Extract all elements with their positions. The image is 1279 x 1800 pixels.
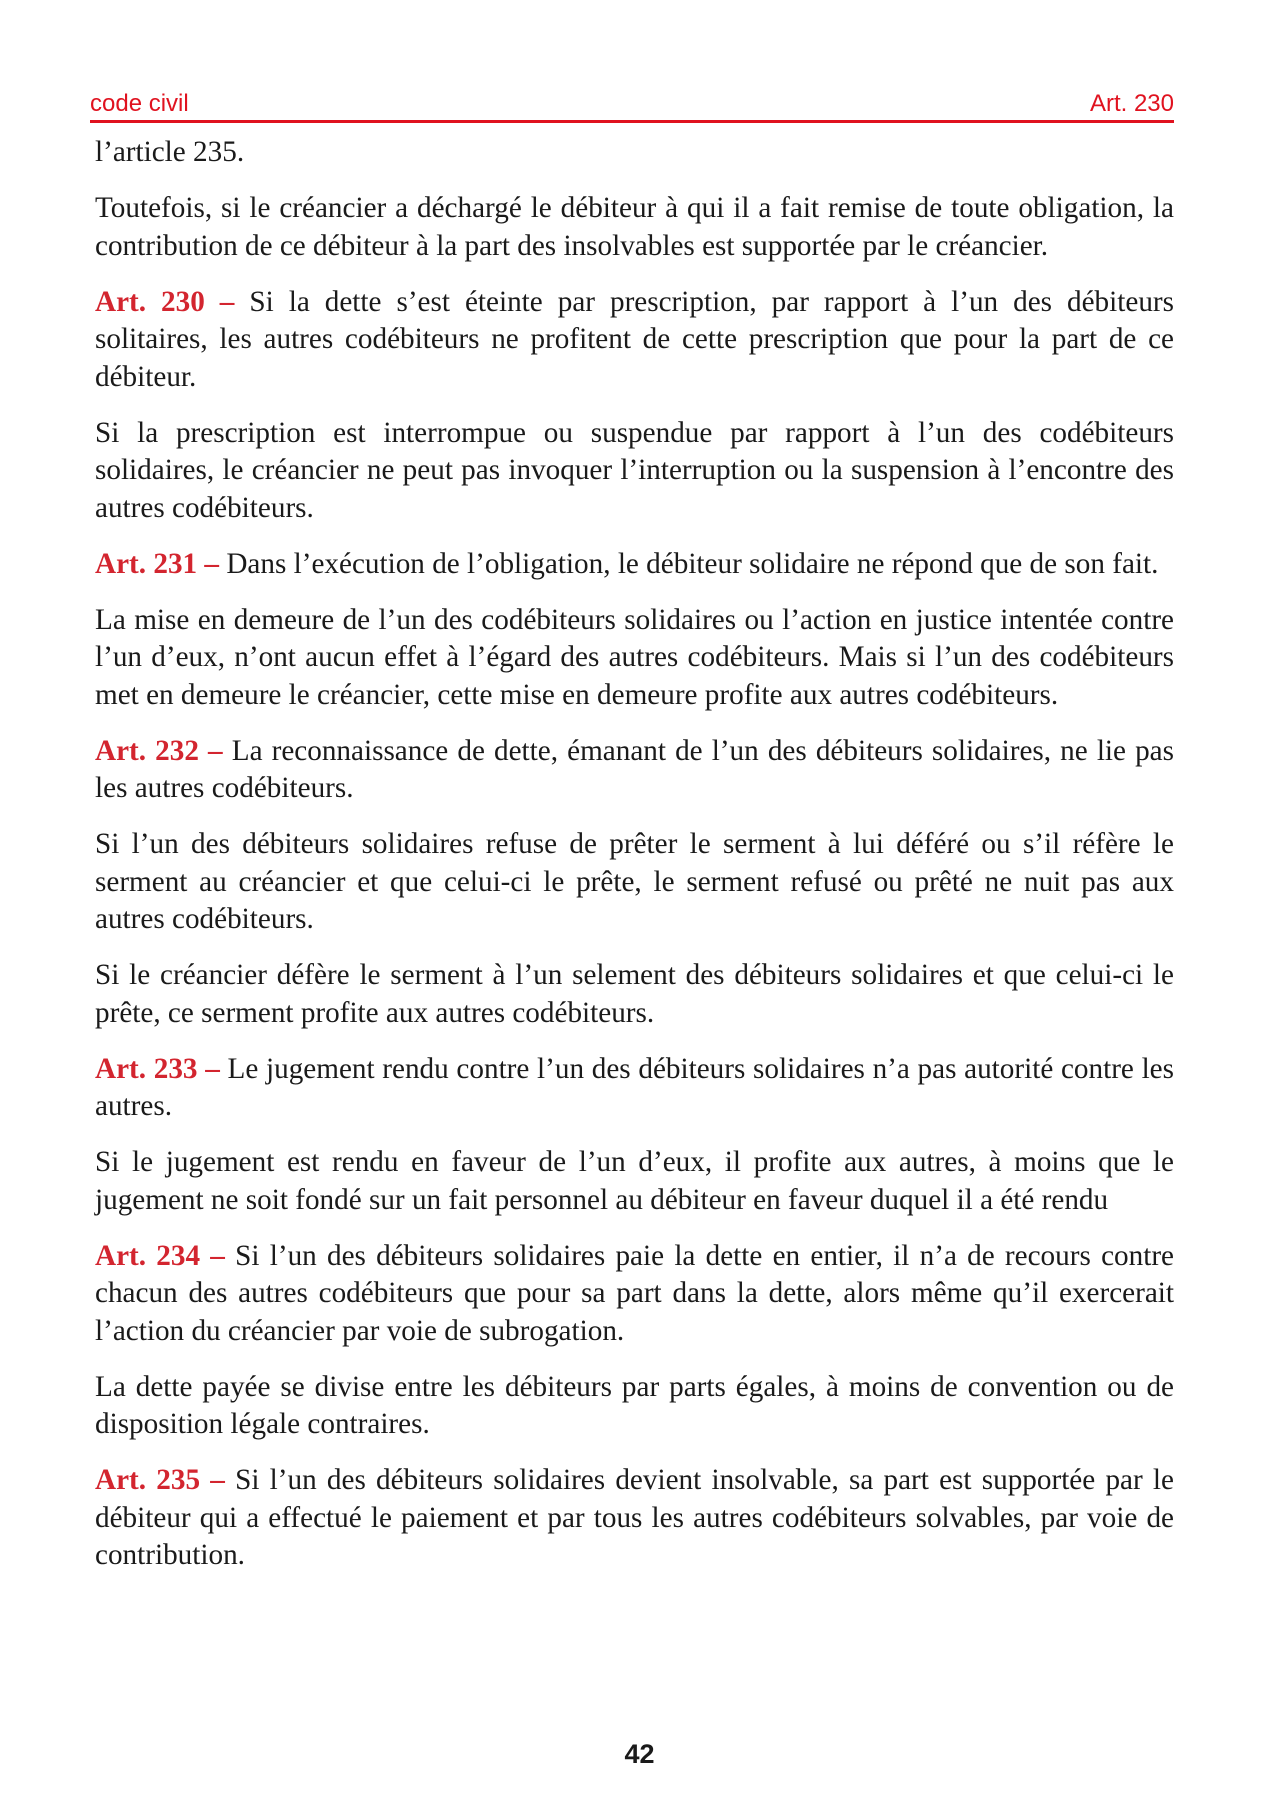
article-paragraph bbox=[95, 733, 1174, 808]
paragraph-text: Si la prescription est interrompue ou suspendue par rapport à l’un des codébiteurs solidaires, le créancier ne peut pas invoquer l’interruption ou la suspension à l’encontre des autres codébiteurs. bbox=[95, 416, 1174, 524]
paragraph-text: Si l’un des débiteurs solidaires devient insolvable, sa part est supportée par le débiteur qui a effectué le paiement et par tous les autres codébiteurs solvables, par voie de contribution. bbox=[95, 1464, 1174, 1571]
paragraph-text: Toutefois, si le créancier a déchargé le débiteur à qui il a fait remise de toute obligation, la contribution de ce débiteur à la part des insolvables est supportée par le créancier. bbox=[95, 192, 1174, 262]
body-paragraph bbox=[95, 415, 1174, 528]
paragraph-text: Si l’un des débiteurs solidaires paie la dette en entier, il n’a de recours contre chacun des autres codébiteurs que pour sa part dans la dette, alors même qu’il exercerait l’action du créancier par voie de subrogation. bbox=[95, 1239, 1174, 1347]
body-paragraph bbox=[95, 1369, 1174, 1444]
article-paragraph bbox=[95, 284, 1174, 397]
body-paragraph bbox=[95, 602, 1174, 715]
article-label: Art. 231 – bbox=[95, 547, 220, 580]
article-label: Art. 233 – bbox=[95, 1052, 220, 1085]
body-paragraph bbox=[95, 1144, 1174, 1219]
body-paragraph bbox=[95, 826, 1174, 939]
header-article-ref: Art. 230 bbox=[1089, 90, 1174, 117]
article-paragraph bbox=[95, 546, 1174, 584]
article-label: Art. 234 – bbox=[95, 1239, 225, 1272]
article-paragraph bbox=[95, 1462, 1174, 1575]
article-label: Art. 235 – bbox=[95, 1464, 225, 1496]
page-number: 42 bbox=[624, 1739, 655, 1769]
paragraph-text: Si le jugement est rendu en faveur de l’un d’eux, il profite aux autres, à moins que le jugement ne soit fondé sur un fait personnel au débiteur en faveur duquel il a été rendu bbox=[95, 1146, 1174, 1216]
paragraph-text: Si le créancier défère le serment à l’un selement des débiteurs solidaires et que celui-ci le prête, ce serment profite aux autres codébiteurs. bbox=[95, 959, 1174, 1029]
article-paragraph bbox=[95, 1238, 1174, 1351]
paragraph-text: La reconnaissance de dette, émanant de l’un des débiteurs solidaires, ne lie pas les autres codébiteurs. bbox=[95, 734, 1174, 804]
body-paragraph bbox=[95, 134, 1174, 172]
body-paragraph bbox=[95, 957, 1174, 1032]
paragraph-text: La dette payée se divise entre les débiteurs par parts égales, à moins de convention ou de disposition légale contraires. bbox=[95, 1370, 1174, 1440]
running-header bbox=[90, 84, 1174, 123]
paragraph-text: Le jugement rendu contre l’un des débiteurs solidaires n’a pas autorité contre les autres. bbox=[95, 1052, 1174, 1122]
article-label: Art. 232 – bbox=[95, 734, 223, 767]
article-label: Art. 230 – bbox=[95, 285, 235, 318]
paragraph-text: La mise en demeure de l’un des codébiteurs solidaires ou l’action en justice intentée contre l’un d’eux, n’ont aucun effet à l’égard des autres codébiteurs. Mais si l’un des codébiteurs met en demeure le créancier, cette mise en demeure profite aux autres codébiteurs. bbox=[95, 603, 1174, 711]
paragraph-text: Dans l’exécution de l’obligation, le débiteur solidaire ne répond que de son fait. bbox=[226, 547, 1159, 580]
paragraph-text: l’article 235. bbox=[95, 136, 245, 168]
paragraph-text: Si l’un des débiteurs solidaires refuse de prêter le serment à lui déféré ou s’il réfère le serment au créancier et que celui-ci le prête, le serment refusé ou prêté ne nuit pas aux autres codébiteurs. bbox=[95, 828, 1174, 935]
paragraph-text: Si la dette s’est éteinte par prescription, par rapport à l’un des débiteurs solitaires, les autres codébiteurs ne profitent de cette prescription que pour la part de ce débiteur. bbox=[95, 285, 1174, 393]
body-paragraph bbox=[95, 190, 1174, 265]
article-body bbox=[95, 134, 1174, 1593]
header-book-title: code civil bbox=[90, 90, 189, 117]
article-paragraph bbox=[95, 1051, 1174, 1126]
